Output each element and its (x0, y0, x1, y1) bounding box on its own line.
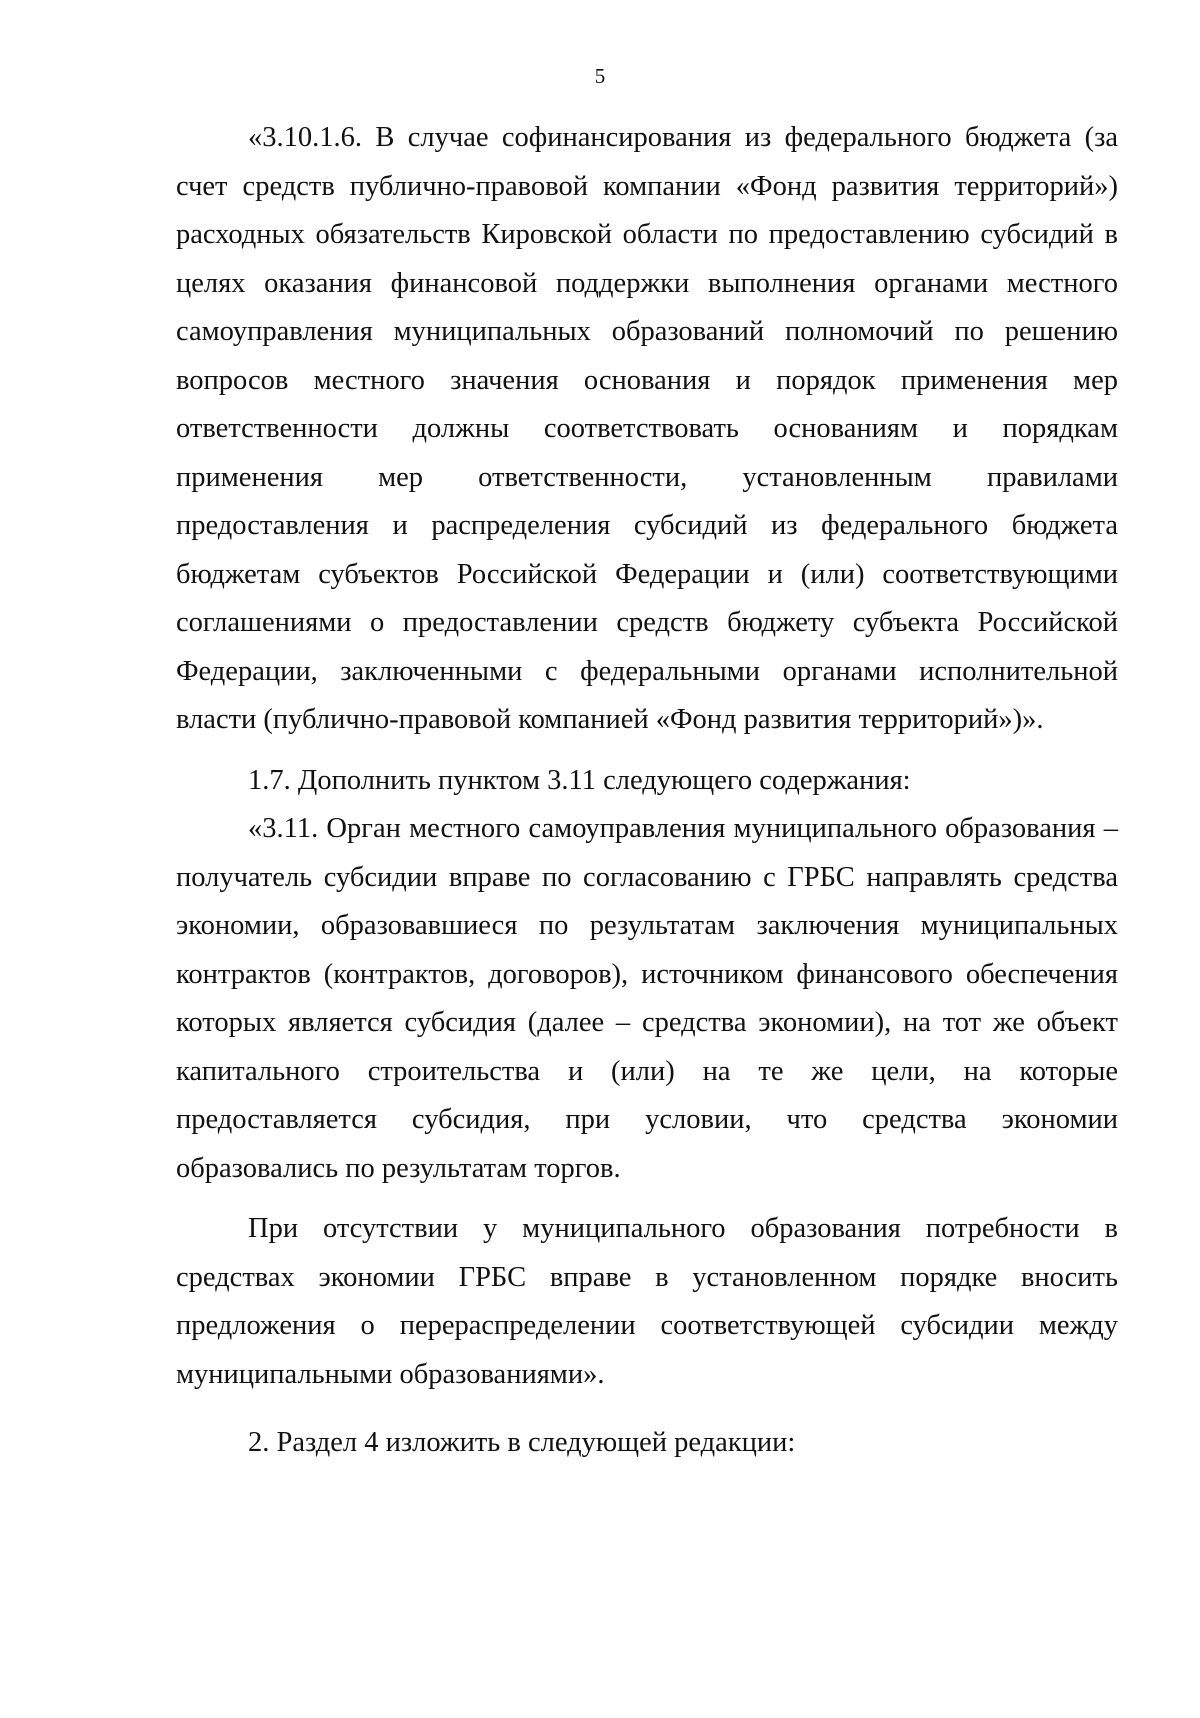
paragraph-3-10-1-6: «3.10.1.6. В случае софинансирования из федерального бюджета (за счет средств публично-правовой компании «Фонд развития территорий») расходных обязательств Кировской области по предоставлению субсидий в целях оказания финансовой поддержки выполнения органами местного самоуправления муниципальных образований полномочий по решению вопросов местного значения основания и порядок применения мер ответственности должны соответствовать основаниям и порядкам применения мер ответственности, установленным правилами предоставления и распределения субсидий из федерального бюджета бюджетам субъектов Российской Федерации и (или) соответствующими соглашениями о предоставлении средств бюджету субъекта Российской Федерации, заключенными с федеральными органами исполнительной власти (публично-правовой компанией «Фонд развития территорий»)». (176, 122, 1118, 735)
page-number: 5 (594, 64, 606, 88)
paragraph-3-11: «3.11. Орган местного самоуправления муниципального образования – получатель субсидии вправе по согласованию с ГРБС направлять средства экономии, образовавшиеся по результатам заключения муниципальных контрактов (контрактов, договоров), источником финансового обеспечения которых является субсидия (далее – средства экономии), на тот же объект капитального строительства и (или) на те же цели, на которые предоставляется субсидия, при условии, что средства экономии образовались по результатам торгов. (176, 813, 1118, 1184)
paragraph-2: 2. Раздел 4 изложить в следующей редакции: (248, 1427, 796, 1458)
document-body (176, 114, 1118, 1468)
paragraph-1-7: 1.7. Дополнить пунктом 3.11 следующего содержания: (248, 764, 911, 796)
paragraph-economy-redistribution: При отсутствии у муниципального образования потребности в средствах экономии ГРБС вправе в установленном порядке вносить предложения о перераспределении соответствующей субсидии между муниципальными образованиями». (176, 1213, 1118, 1390)
